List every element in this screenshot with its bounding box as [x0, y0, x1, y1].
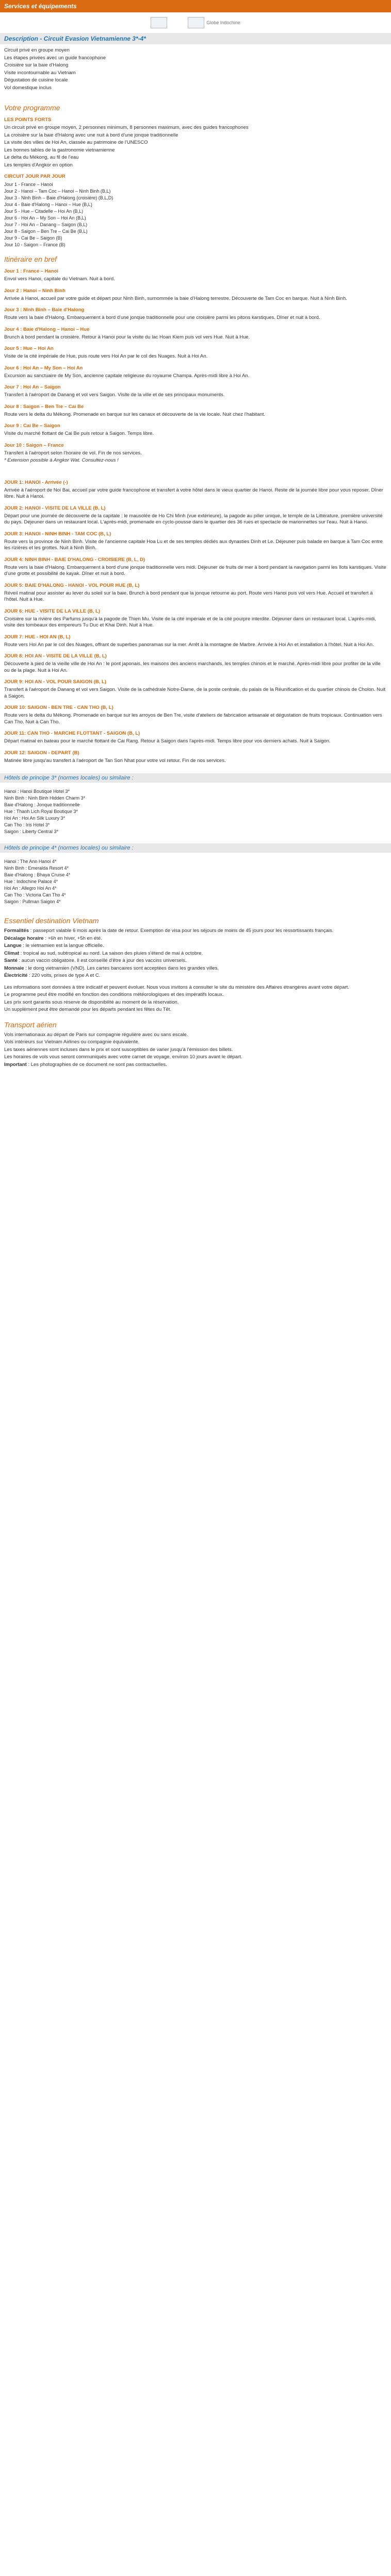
detail-day-title: JOUR 9: HOI AN - VOL POUR SAIGON (B, L) — [4, 679, 106, 685]
day-title: Jour 4 : Baie d'Halong – Hanoi – Hue — [4, 326, 90, 332]
point-fort: Un circuit privé en groupe moyen, 2 personnes minimum, 8 personnes maximum, avec des guides francophones — [4, 125, 249, 130]
essential-item: Climat : tropical au sud, subtropical au nord. La saison des pluies s'étend de mai à octobre. — [4, 950, 203, 956]
day-title: Jour 1 : France – Hanoi — [4, 268, 59, 274]
day-summary: Jour 10 - Saigon – France (B) — [4, 242, 66, 247]
detail-days — [4, 480, 387, 765]
hotel-item: Ninh Binh : Emeralda Resort 4* — [4, 866, 69, 871]
day-title: Jour 7 : Hoi An – Saigon — [4, 384, 61, 390]
essential-item: Langue : le vietnamien est la langue officielle. — [4, 943, 104, 948]
day-summary: Jour 6 - Hoi An – My Son – Hoi An (B,L) — [4, 215, 86, 221]
points-forts-title: LES POINTS FORTS — [4, 117, 52, 123]
logo-right: Globe Indochine — [188, 17, 240, 28]
day-text: Transfert à l'aéroport de Danang et vol vers Saigon. Visite de la ville et de ses principaux monuments. — [4, 392, 225, 398]
day-summary: Jour 3 - Ninh Binh – Baie d'Halong (croisière) (B,L,D) — [4, 195, 113, 200]
day-title: Jour 3 : Ninh Binh – Baie d'Halong — [4, 307, 85, 313]
day-summary: Jour 4 - Baie d'Halong – Hanoi – Hue (B,L) — [4, 202, 92, 207]
day-summary: Jour 9 - Cai Be – Saigon (B) — [4, 235, 62, 241]
day-text: Route vers le delta du Mékong. Promenade en barque sur les canaux et découverte de la vie locale. Nuit chez l'habitant. — [4, 411, 266, 417]
detail-day-text: Matinée libre jusqu'au transfert à l'aéroport de Tan Son Nhat pour votre vol retour. Fin de nos services. — [4, 757, 226, 764]
intro-line: Les étapes privées avec un guide francophone — [4, 55, 106, 61]
essentials-title: Essentiel destination Vietnam — [4, 917, 99, 925]
logo-bar — [0, 12, 391, 33]
hotel-item: Baie d'Halong : Jonque traditionnelle — [4, 802, 80, 807]
circuit-title: CIRCUIT JOUR PAR JOUR — [4, 174, 66, 179]
hotel-item: Hue : Indochine Palace 4* — [4, 879, 58, 884]
detail-day-title: JOUR 4: NINH BINH - BAIE D'HALONG - CROISIERE (B, L, D) — [4, 556, 145, 563]
day-text: Envol vers Hanoi, capitale du Vietnam. Nuit à bord. — [4, 276, 115, 282]
hotel-item: Hue : Thanh Lich Royal Boutique 3* — [4, 809, 78, 814]
detail-day-text: Réveil matinal pour assister au lever du soleil sur la baie. Brunch à bord pendant que la jonque retourne au port. Route vers Hanoi puis vol vers Hue. Accueil et transfert à l'hôtel. Nuit à Hue. — [4, 590, 373, 602]
day-summary: Jour 8 - Saigon – Ben Tre – Cai Be (B,L) — [4, 229, 88, 234]
day-title: Jour 2 : Hanoi – Ninh Binh — [4, 287, 66, 294]
days-summary — [4, 181, 387, 248]
hotel-item: Hoi An : Allegro Hoi An 4* — [4, 886, 57, 891]
transport-item: Vols intérieurs sur Vietnam Airlines ou compagnie équivalente. — [4, 1039, 140, 1045]
day-summary: Jour 5 - Hue – Citadelle – Hoi An (B,L) — [4, 209, 84, 214]
detail-day-text: Départ matinal en bateau pour le marché flottant de Cai Rang. Retour à Saigon dans l'après-midi. Temps libre pour vos derniers achats. Nuit à Saigon. — [4, 738, 331, 744]
essential-item: Électricité : 220 volts, prises de type A et C. — [4, 973, 101, 978]
detail-day-text: Arrivée à l'aéroport de Noi Bai, accueil par votre guide francophone et transfert à votre hôtel dans le vieux quartier de Hanoi. Reste de la journée libre pour vous reposer. Dîner libre. Nuit à Hanoi. — [4, 487, 383, 499]
hotels-3-list — [0, 786, 391, 837]
point-fort: Les bonnes tables de la gastronomie vietnamienne — [4, 147, 115, 153]
intro-line: Vol domestique inclus — [4, 84, 52, 91]
transport-item: Les taxes aériennes sont incluses dans le prix et sont susceptibles de varier jusqu'à l'émission des billets. — [4, 1046, 233, 1053]
point-fort: La visite des villes de Hoi An, classée au patrimoine de l'UNESCO — [4, 140, 148, 145]
detail-day-title: JOUR 5: BAIE D'HALONG - HANOI - VOL POUR HUE (B, L) — [4, 582, 140, 588]
intro-line: Visite incontournable au Vietnam — [4, 70, 76, 76]
day-text: Excursion au sanctuaire de My Son, ancienne capitale religieuse du royaume Champa. Après-midi libre à Hoi An. — [4, 372, 250, 379]
essential-item: Formalités : passeport valable 6 mois après la date de retour. Exemption de visa pour les séjours de moins de 45 jours pour les ressortissants français. — [4, 928, 334, 934]
intro-line: Circuit privé en groupe moyen — [4, 47, 70, 53]
transport-title: Transport aérien — [4, 1020, 57, 1029]
detail-day-title: JOUR 6: HUE - VISITE DE LA VILLE (B, L) — [4, 608, 100, 614]
day-title: Jour 9 : Cai Be – Saigon — [4, 423, 60, 429]
detail-day-text: Route vers le delta du Mékong. Promenade en barque sur les arroyos de Ben Tre, visite d'ateliers de fabrication artisanale et dégustation de fruits tropicaux. Continuation vers Can Tho. Nuit à Can Tho. — [4, 713, 382, 725]
day-text: Transfert à l'aéroport selon l'horaire de vol. Fin de nos services. — [4, 450, 142, 456]
essential-item: Santé : aucun vaccin obligatoire. Il est conseillé d'être à jour des vaccins universels. — [4, 958, 187, 963]
hotels-4-title: Hôtels de principe 4* (normes locales) ou similaire : — [0, 843, 391, 853]
detail-day-text: Croisière sur la rivière des Parfums jusqu'à la pagode de Thien Mu. Visite de la cité impériale et de la cité pourpre interdite. Déjeuner dans un restaurant local. L'après-midi, visite des tombeaux des empereurs Tu Duc et Khai Dinh. Nuit à Hue. — [4, 616, 376, 628]
day-text: Arrivée à Hanoi, accueil par votre guide et départ pour Ninh Binh, surnommée la baie d'Halong terrestre. Découverte de Tam Coc en barque. Nuit à Ninh Binh. — [4, 295, 347, 301]
hotel-item: Ninh Binh : Ninh Binh Hidden Charm 3* — [4, 795, 86, 801]
transport-item: Vols internationaux au départ de Paris sur compagnie régulière avec ou sans escale. — [4, 1031, 188, 1038]
hotel-item: Can Tho : Victoria Can Tho 4* — [4, 892, 66, 897]
detail-day-title: JOUR 10: SAIGON - BEN TRE - CAN THO (B, L) — [4, 705, 113, 710]
logo-left — [151, 17, 167, 28]
day-text: Route vers la baie d'Halong. Embarquement à bord d'une jonque traditionnelle pour une croisière parmi les pitons karstiques. Dîner et nuit à bord. — [4, 315, 320, 320]
detail-day-title: JOUR 8: HOI AN - VISITE DE LA VILLE (B, L) — [4, 653, 107, 659]
detail-day-title: JOUR 7: HUE - HOI AN (B, L) — [4, 634, 71, 640]
transport-list — [4, 1032, 387, 1061]
day-text: Brunch à bord pendant la croisière. Retour à Hanoi pour la visite du lac Hoan Kiem puis vol vers Hue. Nuit à Hue. — [4, 334, 250, 340]
day-summary: Jour 7 - Hoi An – Danang – Saigon (B,L) — [4, 222, 88, 227]
essential-note: Un supplément peut être demandé pour les départs pendant les fêtes du Têt. — [4, 1007, 172, 1012]
top-header — [0, 0, 391, 12]
day-title: Jour 5 : Hue – Hoi An — [4, 346, 54, 351]
detail-day-title: JOUR 1: HANOI - Arrivée (-) — [4, 479, 68, 485]
detail-day-text: Route vers la baie d'Halong. Embarquement à bord d'une jonque traditionnelle vers midi. Déjeuner de fruits de mer à bord pendant la navigation parmi les îlots karstiques. Visite d'une grotte et possibilité de kayak. Dîner et nuit à bord. — [4, 564, 386, 577]
hotels-4-list — [0, 856, 391, 907]
detail-day-text: Départ pour une journée de découverte de la capitale : le mausolée de Ho Chi Minh (vue extérieure), la pagode au pilier unique, le temple de la Littérature, première université du pays. Déjeuner dans un restaurant local. L'après-midi, promenade en cyclo-pousse dans le quartier des 36 rues et spectacle de marionnettes sur l'eau. Nuit à Hanoi. — [4, 513, 383, 525]
intro — [0, 44, 391, 94]
transport-item: Les horaires de vols vous seront communiqués avec votre carnet de voyage, environ 10 jours avant le départ. — [4, 1054, 242, 1060]
essential-note: Le programme peut être modifié en fonction des conditions météorologiques et des impératifs locaux. — [4, 992, 224, 997]
globe-logo-icon — [188, 17, 204, 28]
essential-note: Les prix sont garantis sous réserve de disponibilité au moment de la réservation. — [4, 999, 179, 1005]
point-fort: Le delta du Mékong, au fil de l'eau — [4, 155, 79, 160]
day-summary: Jour 2 - Hanoi – Tam Coc – Hanoi – Ninh Binh (B,L) — [4, 189, 111, 194]
hotel-item: Saigon : Pullman Saigon 4* — [4, 899, 61, 904]
day-summary: Jour 1 - France – Hanoi — [4, 182, 53, 187]
hotel-item: Can Tho : Iris Hotel 3* — [4, 822, 50, 827]
important-note: Important : Les photographies de ce document ne sont pas contractuelles. — [4, 1061, 167, 1067]
detail-day-text: Route vers la province de Ninh Binh. Visite de l'ancienne capitale Hoa Lu et de ses temples dédiés aux dynasties Dinh et Le. Déjeuner puis balade en barque à Tam Coc entre les rizières et les grottes. Nuit à Ninh Binh. — [4, 538, 383, 551]
hotel-item: Saigon : Liberty Central 3* — [4, 829, 59, 834]
day-title: Jour 6 : Hoi An – My Son – Hoi An — [4, 365, 83, 371]
intro-line: Croisière sur la baie d'Halong — [4, 62, 69, 68]
hotel-item: Hanoi : Hanoi Boutique Hotel 3* — [4, 789, 70, 794]
hotel-item: Hanoi : The Ann Hanoi 4* — [4, 859, 57, 864]
points-forts-list — [4, 125, 387, 168]
day-text: Visite de la cité impériale de Hue, puis route vers Hoi An par le col des Nuages. Nuit à Hoi An. — [4, 353, 208, 359]
detail-day-title: JOUR 2: HANOI - VISITE DE LA VILLE (B, L) — [4, 505, 106, 511]
point-fort: Les temples d'Angkor en option — [4, 162, 73, 168]
intro-line: Dégustation de cuisine locale — [4, 77, 68, 83]
essential-item: Monnaie : le dong vietnamien (VND). Les cartes bancaires sont acceptées dans les grandes villes. — [4, 965, 219, 971]
essential-item: Décalage horaire : +6h en hiver, +5h en été. — [4, 935, 102, 941]
detail-day-text: Transfert à l'aéroport de Danang et vol vers Saigon. Visite de la cathédrale Notre-Dame, de la poste centrale, du palais de la Réunification et du quartier chinois de Cholon. Nuit à Saigon. — [4, 687, 386, 699]
detail-day-title: JOUR 12: SAIGON - DEPART (B) — [4, 750, 79, 756]
detail-day-text: Découverte à pied de la vieille ville de Hoi An : le pont japonais, les maisons des anciens marchands, les temples chinois et le marché. Après-midi libre pour profiter de la ville ou de la plage. Nuit à Hoi An. — [4, 661, 381, 673]
essentials-notes — [4, 985, 387, 1013]
partner-logo-icon — [151, 17, 167, 28]
day-title: Jour 10 : Saigon – France — [4, 442, 64, 448]
essentials-list — [4, 928, 387, 979]
day-title: Jour 8 : Saigon – Ben Tre – Cai Be — [4, 403, 84, 410]
point-fort: La croisière sur la baie d'Halong avec une nuit à bord d'une jonque traditionnelle — [4, 132, 178, 138]
days-list — [4, 268, 387, 456]
essential-note: Les informations sont données à titre indicatif et peuvent évoluer. Nous vous invitons à consulter le site du ministère des Affaires étrangères avant votre départ. — [4, 984, 349, 990]
itinerary-title: Itinéraire en bref — [4, 255, 57, 263]
hotel-item: Hoi An : Hoi An Silk Luxury 3* — [4, 816, 66, 821]
hotel-item: Baie d'Halong : Bhaya Cruise 4* — [4, 872, 71, 877]
end-line: * Extension possible à Angkor Wat. Consultez-nous ! — [4, 457, 119, 463]
header-title: Services et équipements — [4, 3, 77, 10]
detail-day-title: JOUR 11: CAN THO - MARCHE FLOTTANT - SAIGON (B, L) — [4, 731, 140, 736]
detail-day-title: JOUR 3: HANOI - NINH BINH - TAM COC (B, L) — [4, 531, 111, 537]
title-band: Description - Circuit Evasion Vietnamienne 3*-4* — [0, 33, 391, 44]
hotels-3-title: Hôtels de principe 3* (normes locales) ou similaire : — [0, 773, 391, 783]
day-text: Visite du marché flottant de Cai Be puis retour à Saigon. Temps libre. — [4, 431, 154, 436]
programme-title: Votre programme — [4, 104, 60, 112]
detail-day-text: Route vers Hoi An par le col des Nuages, offrant de superbes panoramas sur la mer. Arrêt à la montagne de Marbre. Arrivée à Hoi An et installation à l'hôtel. Nuit à Hoi An. — [4, 641, 374, 648]
